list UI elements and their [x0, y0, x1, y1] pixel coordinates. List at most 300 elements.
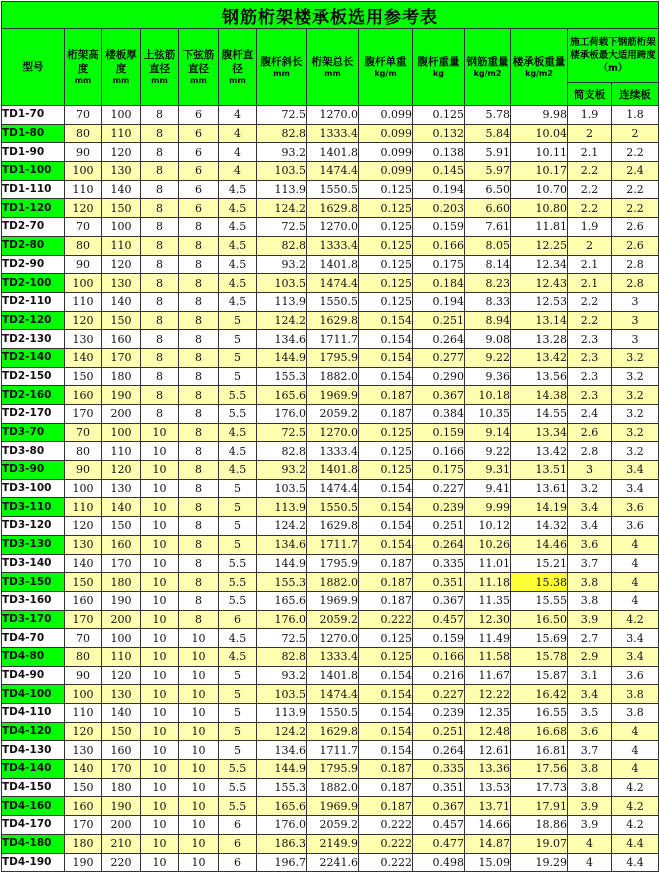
cell-top-chord: 10 — [141, 816, 179, 835]
cell-truss-height: 100 — [65, 274, 102, 293]
cell-model: TD1-70 — [2, 106, 65, 125]
cell-span-simple: 2.3 — [568, 330, 612, 349]
header-web-weight: 腹杆重量 kg — [413, 29, 465, 106]
cell-bottom-chord: 6 — [179, 143, 219, 162]
cell-web-diameter: 4.5 — [219, 236, 257, 255]
cell-web-weight: 0.166 — [413, 236, 465, 255]
table-row — [2, 330, 659, 349]
cell-web-weight: 0.166 — [413, 442, 465, 461]
cell-model: TD4-150 — [2, 778, 65, 797]
cell-span-continuous: 3 — [612, 330, 659, 349]
cell-model: TD1-110 — [2, 180, 65, 199]
cell-span-simple: 2.3 — [568, 348, 612, 367]
cell-rebar-weight: 8.23 — [465, 274, 511, 293]
cell-slab-thickness: 160 — [102, 330, 141, 349]
cell-truss-total-length: 1333.4 — [307, 236, 359, 255]
cell-web-unit-weight: 0.154 — [359, 348, 413, 367]
cell-truss-total-length: 2241.6 — [307, 853, 359, 872]
cell-web-weight: 0.251 — [413, 517, 465, 536]
cell-web-unit-weight: 0.125 — [359, 255, 413, 274]
cell-rebar-weight: 5.97 — [465, 162, 511, 181]
cell-web-diameter: 5 — [219, 535, 257, 554]
cell-span-continuous: 4 — [612, 554, 659, 573]
cell-rebar-weight: 8.14 — [465, 255, 511, 274]
cell-bottom-chord: 10 — [179, 797, 219, 816]
cell-truss-height: 110 — [65, 704, 102, 723]
cell-rebar-weight: 5.91 — [465, 143, 511, 162]
cell-slab-thickness: 150 — [102, 311, 141, 330]
cell-web-slant-length: 82.8 — [257, 442, 307, 461]
cell-top-chord: 8 — [141, 180, 179, 199]
cell-span-simple: 3.8 — [568, 778, 612, 797]
cell-web-diameter: 5 — [219, 704, 257, 723]
cell-web-diameter: 5.5 — [219, 554, 257, 573]
cell-top-chord: 8 — [141, 106, 179, 125]
cell-web-slant-length: 113.9 — [257, 292, 307, 311]
cell-web-weight: 0.216 — [413, 666, 465, 685]
cell-bottom-chord: 8 — [179, 573, 219, 592]
cell-truss-total-length: 1969.9 — [307, 797, 359, 816]
cell-span-continuous: 3.8 — [612, 704, 659, 723]
cell-model: TD2-140 — [2, 348, 65, 367]
header-web-unit-weight: 腹杆单重 kg/m — [359, 29, 413, 106]
cell-span-simple: 2 — [568, 124, 612, 143]
cell-web-slant-length: 103.5 — [257, 162, 307, 181]
cell-web-diameter: 4.5 — [219, 647, 257, 666]
cell-deck-weight: 14.46 — [511, 535, 568, 554]
cell-web-diameter: 5.5 — [219, 797, 257, 816]
cell-web-unit-weight: 0.125 — [359, 274, 413, 293]
header-simply-supported: 简支板 — [568, 83, 612, 106]
cell-deck-weight: 13.28 — [511, 330, 568, 349]
cell-top-chord: 10 — [141, 704, 179, 723]
cell-truss-total-length: 1474.4 — [307, 479, 359, 498]
table-row — [2, 218, 659, 237]
cell-web-diameter: 4.5 — [219, 292, 257, 311]
cell-web-weight: 0.125 — [413, 106, 465, 125]
cell-bottom-chord: 8 — [179, 311, 219, 330]
cell-rebar-weight: 11.49 — [465, 629, 511, 648]
cell-slab-thickness: 170 — [102, 554, 141, 573]
cell-web-diameter: 5.5 — [219, 778, 257, 797]
cell-truss-height: 150 — [65, 573, 102, 592]
cell-bottom-chord: 6 — [179, 162, 219, 181]
cell-top-chord: 10 — [141, 834, 179, 853]
cell-web-slant-length: 93.2 — [257, 143, 307, 162]
cell-web-diameter: 4.5 — [219, 442, 257, 461]
cell-bottom-chord: 6 — [179, 199, 219, 218]
cell-web-weight: 0.457 — [413, 816, 465, 835]
cell-web-unit-weight: 0.187 — [359, 554, 413, 573]
cell-span-simple: 3.9 — [568, 610, 612, 629]
cell-web-weight: 0.335 — [413, 760, 465, 779]
cell-truss-total-length: 1795.9 — [307, 554, 359, 573]
cell-web-diameter: 5 — [219, 722, 257, 741]
table-row — [2, 816, 659, 835]
cell-span-continuous: 3.4 — [612, 647, 659, 666]
cell-model: TD4-130 — [2, 741, 65, 760]
cell-slab-thickness: 120 — [102, 461, 141, 480]
cell-model: TD3-70 — [2, 423, 65, 442]
cell-truss-total-length: 1474.4 — [307, 685, 359, 704]
cell-model: TD4-160 — [2, 797, 65, 816]
cell-web-diameter: 4.5 — [219, 629, 257, 648]
table-row — [2, 367, 659, 386]
cell-truss-height: 190 — [65, 853, 102, 872]
cell-web-unit-weight: 0.125 — [359, 180, 413, 199]
cell-web-weight: 0.175 — [413, 461, 465, 480]
cell-truss-height: 120 — [65, 311, 102, 330]
cell-bottom-chord: 10 — [179, 685, 219, 704]
cell-top-chord: 10 — [141, 535, 179, 554]
cell-bottom-chord: 8 — [179, 517, 219, 536]
cell-model: TD4-180 — [2, 834, 65, 853]
cell-span-simple: 3.6 — [568, 722, 612, 741]
cell-slab-thickness: 200 — [102, 405, 141, 424]
cell-span-continuous: 3.2 — [612, 348, 659, 367]
cell-web-diameter: 5.5 — [219, 405, 257, 424]
cell-span-simple: 3.8 — [568, 573, 612, 592]
cell-span-simple: 2.4 — [568, 405, 612, 424]
cell-top-chord: 10 — [141, 442, 179, 461]
cell-web-weight: 0.194 — [413, 180, 465, 199]
cell-web-diameter: 5 — [219, 498, 257, 517]
cell-web-diameter: 5 — [219, 479, 257, 498]
cell-span-continuous: 2.6 — [612, 218, 659, 237]
cell-bottom-chord: 8 — [179, 461, 219, 480]
cell-top-chord: 10 — [141, 797, 179, 816]
table-row — [2, 461, 659, 480]
cell-model: TD2-150 — [2, 367, 65, 386]
cell-web-diameter: 4.5 — [219, 423, 257, 442]
cell-web-diameter: 5 — [219, 517, 257, 536]
cell-deck-weight: 12.34 — [511, 255, 568, 274]
cell-slab-thickness: 100 — [102, 106, 141, 125]
cell-web-unit-weight: 0.125 — [359, 236, 413, 255]
cell-web-diameter: 4.5 — [219, 274, 257, 293]
cell-rebar-weight: 9.22 — [465, 348, 511, 367]
cell-truss-total-length: 1401.8 — [307, 255, 359, 274]
cell-web-slant-length: 93.2 — [257, 461, 307, 480]
cell-web-slant-length: 144.9 — [257, 760, 307, 779]
cell-truss-total-length: 1629.8 — [307, 199, 359, 218]
cell-bottom-chord: 10 — [179, 647, 219, 666]
cell-slab-thickness: 140 — [102, 704, 141, 723]
header-truss-height: 桁架高度 mm — [65, 29, 102, 106]
cell-top-chord: 8 — [141, 367, 179, 386]
cell-bottom-chord: 8 — [179, 348, 219, 367]
cell-web-slant-length: 72.5 — [257, 423, 307, 442]
cell-span-simple: 1.9 — [568, 106, 612, 125]
cell-web-weight: 0.290 — [413, 367, 465, 386]
cell-web-unit-weight: 0.125 — [359, 629, 413, 648]
table-row — [2, 741, 659, 760]
cell-truss-total-length: 1474.4 — [307, 274, 359, 293]
cell-slab-thickness: 120 — [102, 143, 141, 162]
cell-rebar-weight: 9.08 — [465, 330, 511, 349]
cell-slab-thickness: 200 — [102, 610, 141, 629]
cell-rebar-weight: 9.99 — [465, 498, 511, 517]
cell-web-unit-weight: 0.154 — [359, 517, 413, 536]
cell-web-unit-weight: 0.187 — [359, 573, 413, 592]
cell-top-chord: 10 — [141, 591, 179, 610]
cell-truss-height: 140 — [65, 348, 102, 367]
table-row — [2, 760, 659, 779]
cell-web-weight: 0.264 — [413, 535, 465, 554]
cell-deck-weight: 19.29 — [511, 853, 568, 872]
cell-span-continuous: 2.8 — [612, 255, 659, 274]
cell-rebar-weight: 9.41 — [465, 479, 511, 498]
cell-web-slant-length: 134.6 — [257, 330, 307, 349]
cell-web-slant-length: 155.3 — [257, 367, 307, 386]
cell-deck-weight: 15.78 — [511, 647, 568, 666]
cell-truss-height: 180 — [65, 834, 102, 853]
cell-truss-total-length: 1333.4 — [307, 442, 359, 461]
cell-deck-weight: 10.80 — [511, 199, 568, 218]
cell-span-continuous: 2.2 — [612, 180, 659, 199]
cell-deck-weight: 13.42 — [511, 348, 568, 367]
cell-rebar-weight: 9.36 — [465, 367, 511, 386]
cell-rebar-weight: 9.22 — [465, 442, 511, 461]
cell-truss-height: 70 — [65, 423, 102, 442]
cell-web-diameter: 4 — [219, 124, 257, 143]
cell-slab-thickness: 150 — [102, 199, 141, 218]
cell-deck-weight: 10.11 — [511, 143, 568, 162]
header-web-slant-length: 腹杆斜长 mm — [257, 29, 307, 106]
cell-bottom-chord: 8 — [179, 292, 219, 311]
cell-span-simple: 3.4 — [568, 517, 612, 536]
cell-truss-total-length: 1550.5 — [307, 498, 359, 517]
cell-span-simple: 3.7 — [568, 554, 612, 573]
cell-top-chord: 10 — [141, 666, 179, 685]
table-row — [2, 199, 659, 218]
cell-top-chord: 10 — [141, 573, 179, 592]
table-row — [2, 180, 659, 199]
cell-truss-total-length: 1474.4 — [307, 162, 359, 181]
cell-rebar-weight: 11.01 — [465, 554, 511, 573]
cell-rebar-weight: 10.12 — [465, 517, 511, 536]
cell-model: TD3-160 — [2, 591, 65, 610]
cell-bottom-chord: 10 — [179, 853, 219, 872]
cell-span-simple: 3 — [568, 461, 612, 480]
cell-span-simple: 3.6 — [568, 535, 612, 554]
cell-deck-weight: 12.43 — [511, 274, 568, 293]
cell-span-simple: 3.9 — [568, 797, 612, 816]
cell-span-continuous: 2.8 — [612, 274, 659, 293]
table-row — [2, 517, 659, 536]
cell-bottom-chord: 10 — [179, 666, 219, 685]
cell-web-weight: 0.251 — [413, 311, 465, 330]
cell-model: TD2-70 — [2, 218, 65, 237]
cell-web-weight: 0.159 — [413, 218, 465, 237]
cell-rebar-weight: 8.33 — [465, 292, 511, 311]
table-row — [2, 778, 659, 797]
header-top-chord-diameter: 上弦筋直径 mm — [141, 29, 179, 106]
cell-web-slant-length: 176.0 — [257, 816, 307, 835]
cell-span-simple: 3.5 — [568, 704, 612, 723]
table-row — [2, 722, 659, 741]
cell-truss-total-length: 1882.0 — [307, 367, 359, 386]
cell-truss-total-length: 1333.4 — [307, 647, 359, 666]
cell-rebar-weight: 12.22 — [465, 685, 511, 704]
cell-truss-total-length: 1629.8 — [307, 311, 359, 330]
cell-web-weight: 0.227 — [413, 479, 465, 498]
cell-deck-weight: 18.86 — [511, 816, 568, 835]
cell-web-slant-length: 134.6 — [257, 741, 307, 760]
cell-bottom-chord: 8 — [179, 405, 219, 424]
cell-span-continuous: 3.2 — [612, 386, 659, 405]
cell-web-unit-weight: 0.154 — [359, 666, 413, 685]
cell-span-continuous: 2.2 — [612, 143, 659, 162]
cell-web-unit-weight: 0.187 — [359, 405, 413, 424]
cell-span-continuous: 4.4 — [612, 853, 659, 872]
cell-top-chord: 8 — [141, 292, 179, 311]
table-title: 钢筋桁架楼承板选用参考表 — [2, 2, 659, 29]
cell-deck-weight: 17.56 — [511, 760, 568, 779]
cell-span-continuous: 4 — [612, 535, 659, 554]
cell-web-slant-length: 165.6 — [257, 591, 307, 610]
cell-bottom-chord: 8 — [179, 236, 219, 255]
cell-web-unit-weight: 0.125 — [359, 461, 413, 480]
cell-truss-height: 100 — [65, 685, 102, 704]
cell-model: TD3-80 — [2, 442, 65, 461]
cell-truss-total-length: 2149.9 — [307, 834, 359, 853]
table-row — [2, 423, 659, 442]
cell-top-chord: 10 — [141, 610, 179, 629]
cell-deck-weight: 15.87 — [511, 666, 568, 685]
cell-slab-thickness: 220 — [102, 853, 141, 872]
cell-truss-height: 70 — [65, 218, 102, 237]
cell-slab-thickness: 130 — [102, 274, 141, 293]
cell-span-simple: 2.1 — [568, 274, 612, 293]
cell-span-continuous: 2.4 — [612, 162, 659, 181]
header-bottom-chord-diameter: 下弦筋直径 mm — [179, 29, 219, 106]
cell-top-chord: 10 — [141, 647, 179, 666]
cell-truss-height: 80 — [65, 442, 102, 461]
cell-truss-height: 140 — [65, 760, 102, 779]
cell-deck-weight: 13.51 — [511, 461, 568, 480]
cell-truss-height: 70 — [65, 106, 102, 125]
cell-span-continuous: 4 — [612, 591, 659, 610]
cell-web-unit-weight: 0.125 — [359, 423, 413, 442]
cell-rebar-weight: 9.14 — [465, 423, 511, 442]
cell-span-continuous: 3.6 — [612, 517, 659, 536]
cell-top-chord: 10 — [141, 517, 179, 536]
cell-truss-height: 70 — [65, 629, 102, 648]
cell-model: TD4-80 — [2, 647, 65, 666]
cell-web-slant-length: 134.6 — [257, 535, 307, 554]
cell-web-weight: 0.184 — [413, 274, 465, 293]
cell-web-unit-weight: 0.154 — [359, 741, 413, 760]
cell-rebar-weight: 11.35 — [465, 591, 511, 610]
cell-deck-weight: 17.73 — [511, 778, 568, 797]
cell-web-diameter: 4 — [219, 106, 257, 125]
cell-deck-weight: 13.42 — [511, 442, 568, 461]
cell-web-weight: 0.477 — [413, 834, 465, 853]
cell-span-continuous: 4.2 — [612, 816, 659, 835]
table-row — [2, 610, 659, 629]
cell-span-continuous: 4.4 — [612, 834, 659, 853]
cell-slab-thickness: 140 — [102, 498, 141, 517]
cell-deck-weight: 16.55 — [511, 704, 568, 723]
cell-span-continuous: 3.4 — [612, 461, 659, 480]
cell-rebar-weight: 7.61 — [465, 218, 511, 237]
cell-top-chord: 10 — [141, 423, 179, 442]
cell-deck-weight: 16.81 — [511, 741, 568, 760]
cell-span-continuous: 3.6 — [612, 666, 659, 685]
cell-deck-weight: 14.19 — [511, 498, 568, 517]
cell-deck-weight: 17.91 — [511, 797, 568, 816]
cell-truss-total-length: 1711.7 — [307, 330, 359, 349]
cell-truss-height: 90 — [65, 666, 102, 685]
cell-web-unit-weight: 0.125 — [359, 647, 413, 666]
cell-model: TD2-170 — [2, 405, 65, 424]
cell-truss-total-length: 1969.9 — [307, 591, 359, 610]
table-row — [2, 143, 659, 162]
cell-web-slant-length: 103.5 — [257, 274, 307, 293]
cell-model: TD4-140 — [2, 760, 65, 779]
cell-web-slant-length: 82.8 — [257, 124, 307, 143]
cell-web-unit-weight: 0.222 — [359, 610, 413, 629]
cell-model: TD3-150 — [2, 573, 65, 592]
cell-web-diameter: 5 — [219, 666, 257, 685]
cell-model: TD1-90 — [2, 143, 65, 162]
cell-deck-weight: 15.69 — [511, 629, 568, 648]
cell-span-continuous: 4 — [612, 760, 659, 779]
cell-web-diameter: 5.5 — [219, 386, 257, 405]
cell-web-slant-length: 103.5 — [257, 685, 307, 704]
cell-slab-thickness: 170 — [102, 348, 141, 367]
cell-deck-weight: 19.07 — [511, 834, 568, 853]
table-row — [2, 386, 659, 405]
cell-web-weight: 0.264 — [413, 741, 465, 760]
cell-model: TD2-90 — [2, 255, 65, 274]
cell-truss-height: 100 — [65, 162, 102, 181]
cell-top-chord: 10 — [141, 778, 179, 797]
cell-truss-height: 100 — [65, 479, 102, 498]
cell-truss-height: 80 — [65, 124, 102, 143]
cell-truss-height: 170 — [65, 816, 102, 835]
cell-span-simple: 4 — [568, 853, 612, 872]
cell-web-slant-length: 103.5 — [257, 479, 307, 498]
cell-span-continuous: 3.6 — [612, 498, 659, 517]
cell-deck-weight: 12.53 — [511, 292, 568, 311]
cell-truss-total-length: 1401.8 — [307, 666, 359, 685]
cell-web-weight: 0.277 — [413, 348, 465, 367]
cell-truss-total-length: 1711.7 — [307, 535, 359, 554]
cell-model: TD2-110 — [2, 292, 65, 311]
cell-slab-thickness: 180 — [102, 367, 141, 386]
cell-web-diameter: 5 — [219, 741, 257, 760]
cell-slab-thickness: 130 — [102, 685, 141, 704]
cell-bottom-chord: 8 — [179, 498, 219, 517]
cell-web-slant-length: 144.9 — [257, 554, 307, 573]
cell-model: TD2-80 — [2, 236, 65, 255]
cell-bottom-chord: 10 — [179, 741, 219, 760]
cell-bottom-chord: 6 — [179, 124, 219, 143]
table-row — [2, 124, 659, 143]
cell-span-simple: 3.8 — [568, 591, 612, 610]
table-row — [2, 647, 659, 666]
cell-slab-thickness: 180 — [102, 778, 141, 797]
cell-span-continuous: 3.2 — [612, 423, 659, 442]
cell-rebar-weight: 5.84 — [465, 124, 511, 143]
cell-bottom-chord: 8 — [179, 442, 219, 461]
cell-top-chord: 8 — [141, 405, 179, 424]
cell-span-simple: 3.2 — [568, 479, 612, 498]
table-row — [2, 292, 659, 311]
cell-bottom-chord: 10 — [179, 778, 219, 797]
